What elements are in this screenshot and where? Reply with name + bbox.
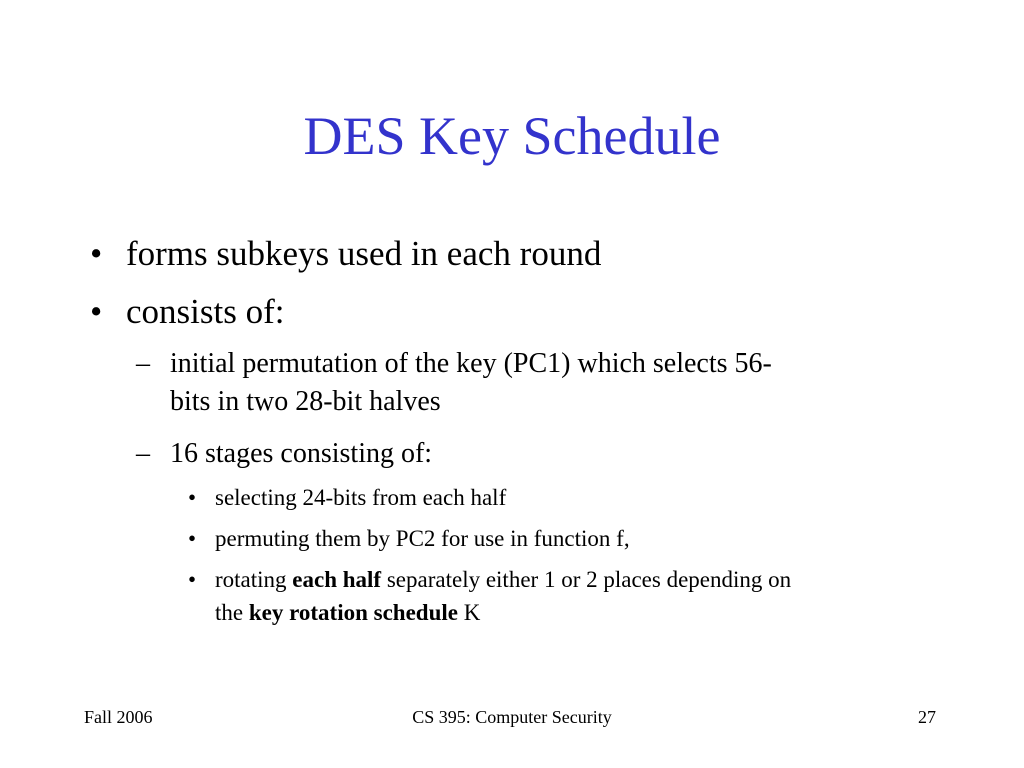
sub-bullet-line: initial permutation of the key (PC1) which selects 56-: [170, 348, 772, 379]
sub-bullet-text: 16 stages consisting of:: [170, 438, 433, 469]
bullet-icon: •: [188, 567, 197, 592]
sub-sub-bullet-text: [215, 563, 945, 629]
footer-course: CS 395: Computer Security: [412, 707, 612, 727]
bold-text-run: key rotation schedule: [248, 600, 458, 625]
footer-date: Fall 2006: [84, 707, 153, 727]
sub-sub-bullet-line: [215, 596, 945, 629]
bullet-icon: •: [188, 526, 197, 551]
text-run: rotating: [215, 567, 293, 592]
sub-sub-bullet-text: permuting them by PC2 for use in function f,: [215, 526, 630, 551]
dash-icon: –: [136, 348, 150, 379]
sub-bullet-text: [170, 345, 930, 421]
bullet-icon: •: [188, 485, 197, 510]
slide-title: DES Key Schedule: [303, 106, 721, 166]
sub-sub-bullet-text: selecting 24-bits from each half: [215, 485, 507, 510]
footer-page-number: 27: [918, 707, 936, 727]
text-run: separately either 1 or 2 places depending on: [381, 567, 792, 592]
bullet-icon: •: [90, 234, 103, 273]
dash-icon: –: [136, 438, 150, 469]
sub-bullet-line: bits in two 28-bit halves: [170, 386, 441, 417]
bullet-text: forms subkeys used in each round: [126, 234, 602, 273]
text-run: the: [215, 600, 249, 625]
sub-sub-bullet-line: [215, 563, 945, 596]
bullet-text: consists of:: [126, 292, 285, 331]
text-run: K: [458, 600, 481, 625]
bullet-icon: •: [90, 292, 103, 331]
bold-text-run: each half: [292, 567, 382, 592]
